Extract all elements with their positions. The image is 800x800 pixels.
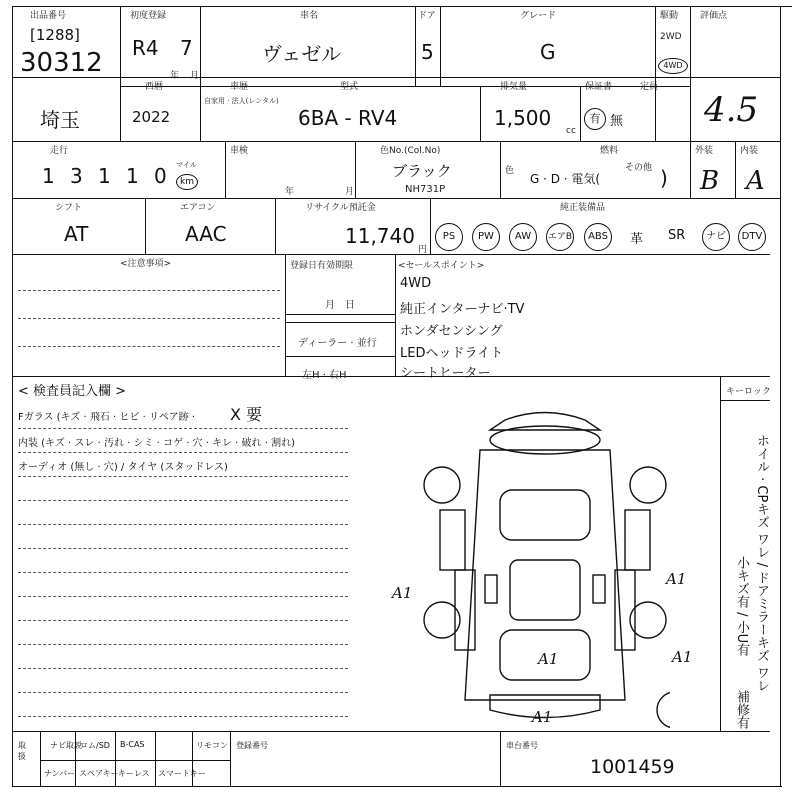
- label-fuel: 燃料: [600, 146, 619, 156]
- reg-period-month-day: 月 日: [325, 300, 355, 311]
- inspector-note-fglass: Fガラス (キズ · 飛石 · ヒビ · リペア跡 ·: [18, 412, 196, 423]
- mileage-digit: 0: [154, 164, 167, 188]
- label-score: 評価点: [700, 11, 728, 21]
- sales-point: シートヒーター: [400, 366, 491, 381]
- equipment-navi: ナビ: [702, 223, 730, 251]
- damage-mark: A1: [532, 708, 553, 726]
- exterior-grade: B: [700, 166, 720, 196]
- equipment-leather: 革: [630, 232, 644, 247]
- displacement: 1,500: [494, 106, 552, 130]
- mileage-digit: 3: [70, 164, 83, 188]
- equipment-pw: PW: [472, 223, 500, 251]
- drive-2wd: 2WD: [660, 32, 682, 42]
- equipment-sunroof: SR: [668, 228, 686, 243]
- recycle-fee: 11,740: [345, 224, 415, 248]
- damage-mark: A1: [672, 648, 693, 666]
- fuel-options: G · D · 電気(: [530, 172, 601, 186]
- color-code: NH731P: [405, 184, 446, 195]
- label-warranty: 保証書: [585, 82, 613, 92]
- mileage-digit: 1: [126, 164, 139, 188]
- mileage-digit: 1: [98, 164, 111, 188]
- fglass-mark: X 要: [230, 405, 263, 424]
- region: 埼玉: [40, 108, 80, 132]
- sales-point: ホンダセンシング: [400, 324, 503, 339]
- mileage-digit: 1: [42, 164, 55, 188]
- lot-code: [1288]: [30, 26, 80, 44]
- label-capacity: 車歴: [230, 82, 249, 92]
- label-spare-key: スペアキー: [79, 769, 119, 778]
- label-door: ドア: [418, 11, 436, 21]
- model-code: 6BA - RV4: [298, 106, 398, 130]
- month-unit: 月: [190, 71, 200, 81]
- inspector-note-audio: オーディオ (無し · 穴) / タイヤ (スタッドレス): [18, 462, 228, 473]
- label-nav-manual: ナビ取説: [50, 741, 82, 750]
- chassis-number: 1001459: [590, 756, 675, 778]
- cert-month-unit: 月: [345, 187, 355, 197]
- label-color-code: 色No.(Col.No): [380, 146, 441, 156]
- cert-year-unit: 年: [285, 187, 295, 197]
- label-western-year: 西暦: [145, 82, 164, 92]
- vertical-note-main: ホイル · CPキズ ワレ / ドアミラーキズ ワレ: [754, 434, 769, 693]
- car-damage-diagram: [420, 400, 670, 730]
- label-caution: <注意事項>: [120, 259, 172, 269]
- ac-value: AAC: [185, 222, 227, 246]
- color-name: ブラック: [392, 162, 452, 180]
- label-color: 色: [505, 166, 515, 176]
- label-lot: 出品番号: [30, 11, 67, 21]
- damage-mark: A1: [538, 650, 559, 668]
- interior-grade: A: [746, 166, 765, 196]
- registration-era: R4: [132, 36, 159, 60]
- label-number-plate: ナンバー: [44, 769, 76, 778]
- damage-mark: A1: [666, 570, 687, 588]
- label-bcas: B-CAS: [120, 740, 145, 749]
- shift-value: AT: [64, 222, 89, 246]
- sales-point: 4WD: [400, 276, 432, 291]
- vertical-note-repair: 補修有: [734, 690, 749, 729]
- capacity-sub: 自家用 · 法人(レンタル): [204, 97, 279, 105]
- label-reg-period: 登録日有効期限: [290, 261, 354, 271]
- label-exterior: 外装: [695, 146, 714, 156]
- door-count: 5: [421, 40, 434, 64]
- drive-4wd-circled: 4WD: [658, 58, 688, 74]
- label-rom-sd: ロム/SD: [80, 741, 110, 750]
- mileage-unit-mile: マイル: [176, 161, 197, 169]
- dealer-parallel: ディーラー · 並行: [298, 338, 377, 349]
- label-handling: 取扱: [18, 741, 26, 761]
- label-mileage: 走行: [50, 146, 69, 156]
- cc-unit: cc: [566, 126, 576, 136]
- label-fixed: 定員: [640, 82, 659, 92]
- label-smart-key: スマートキー: [158, 769, 206, 778]
- warranty-yes-circled: 有: [584, 108, 606, 130]
- equipment-dtv: DTV: [738, 223, 766, 251]
- fuel-close: ): [660, 166, 668, 190]
- mileage-unit-km: km: [176, 174, 198, 190]
- year-unit: 年: [170, 71, 180, 81]
- label-registration-number: 登録番号: [236, 741, 268, 750]
- label-key: キーロック: [726, 387, 771, 397]
- label-sales-points: <セールスポイント>: [398, 261, 485, 271]
- steering-side: 左H · 右H: [302, 370, 347, 381]
- label-keyless: キーレス: [118, 769, 150, 778]
- year-western: 2022: [132, 108, 171, 126]
- damage-mark: A1: [392, 584, 413, 602]
- equipment-airbag: エアB: [546, 223, 574, 251]
- fuel-other: その他: [625, 163, 653, 173]
- warranty-no: 無: [610, 114, 624, 129]
- sales-point: 純正インターナビ·TV: [400, 302, 525, 317]
- label-chassis: 車台番号: [506, 741, 538, 750]
- label-inspector: < 検査員記入欄 >: [18, 384, 127, 399]
- sales-point: LEDヘッドライト: [400, 346, 504, 361]
- label-displacement: 排気量: [500, 82, 528, 92]
- label-grade: グレード: [520, 11, 557, 21]
- label-equipment: 純正装備品: [560, 203, 606, 213]
- label-shift: シフト: [55, 203, 83, 213]
- yen-unit: 円: [418, 245, 428, 255]
- label-cert: 車検: [230, 146, 249, 156]
- equipment-aw: AW: [509, 223, 537, 251]
- vertical-note-small: 小キズ有 / 小U有: [734, 556, 749, 657]
- lot-number: 30312: [20, 48, 103, 78]
- equipment-abs: ABS: [584, 223, 612, 251]
- label-first-registration: 初度登録: [130, 11, 167, 21]
- label-recycle: リサイクル預託金: [305, 203, 376, 213]
- label-ac: エアコン: [180, 203, 216, 213]
- registration-month: 7: [180, 36, 193, 60]
- equipment-ps: PS: [435, 223, 463, 251]
- label-car-name: 車名: [300, 11, 319, 21]
- label-model: 型式: [340, 82, 359, 92]
- car-name: ヴェゼル: [262, 42, 342, 66]
- grade-value: G: [540, 40, 556, 64]
- score-value: 4.5: [704, 90, 759, 130]
- label-drive: 駆動: [660, 11, 679, 21]
- label-remote: リモコン: [196, 741, 228, 750]
- label-interior: 内装: [740, 146, 759, 156]
- inspector-note-interior: 内装 (キズ · スレ · 汚れ · シミ · コゲ · 穴 · キレ · 破れ · 割れ): [18, 438, 295, 449]
